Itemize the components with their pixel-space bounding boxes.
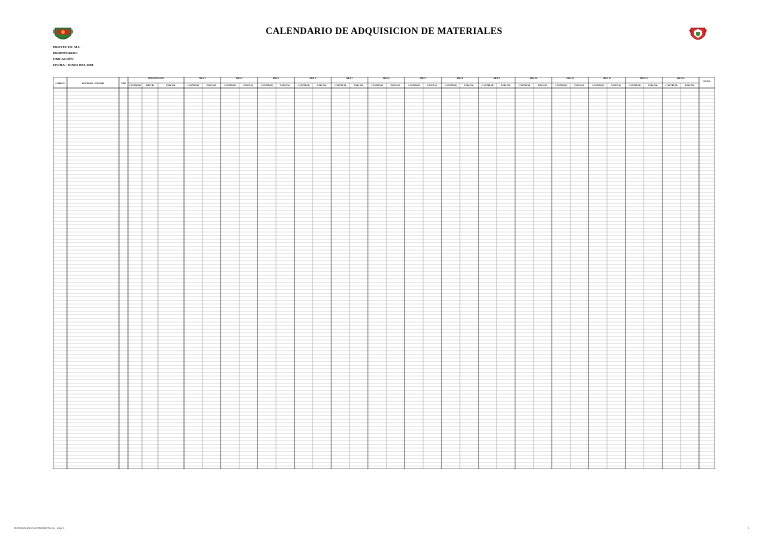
- meta-project: PROYECTO: M.I.: [53, 45, 81, 49]
- header-month-1-sub-2: PARCIAL: [206, 85, 217, 87]
- meta-location: UBICACIÓN:: [53, 57, 74, 61]
- header-month-7-sub-1: CANTIDAD: [408, 85, 420, 87]
- header-month-14-sub-2: PARCIAL: [684, 85, 695, 87]
- header-month-3-sub-1: CANTIDAD: [260, 85, 273, 87]
- table-grid: [53, 77, 715, 469]
- header-month-1: MES 1: [199, 78, 206, 80]
- header-month-12-sub-2: PARCIAL: [611, 85, 622, 87]
- header-month-2-sub-2: PARCIAL: [243, 85, 254, 87]
- header-month-4-sub-2: PARCIAL: [317, 85, 327, 87]
- header-total: TOTAL: [703, 81, 711, 83]
- header-material: MATERIAL / INSUMO: [81, 83, 105, 85]
- materials-schedule-table: [53, 77, 715, 469]
- header-budget-group: PRESUPUESTO: [148, 78, 164, 80]
- header-month-7: MES 7: [419, 78, 427, 80]
- header-month-14: MES 14: [676, 78, 685, 80]
- header-month-6-sub-2: PARCIAL: [390, 85, 401, 87]
- header-month-6-sub-1: CANTIDAD: [371, 85, 384, 87]
- header-codigo: CODIGO: [55, 83, 65, 85]
- header-month-10-sub-2: PARCIAL: [537, 85, 548, 87]
- header-month-3-sub-2: PARCIAL: [280, 85, 291, 87]
- header-month-12-sub-1: CANTIDAD: [591, 85, 604, 87]
- document-meta: [53, 44, 93, 68]
- header-unit: UND: [121, 83, 126, 85]
- footer-file-label: MATERIALES(2)-EXPEDIENTE.xls - Hoja 1: [14, 527, 65, 530]
- header-month-11-sub-2: PARCIAL: [574, 85, 585, 87]
- header-month-7-sub-2: PARCIAL: [427, 85, 438, 87]
- header-month-13-sub-1: CANTIDAD: [628, 85, 641, 87]
- header-month-5-sub-1: CANTIDAD: [334, 85, 347, 87]
- header-month-9: MES 9: [493, 78, 500, 80]
- header-month-9-sub-2: PARCIAL: [500, 85, 511, 87]
- header-month-6: MES 6: [383, 78, 390, 80]
- header-month-2: MES 2: [235, 78, 243, 80]
- header-month-13: MES 13: [640, 78, 648, 80]
- header-month-8-sub-1: CANTIDAD: [444, 85, 457, 87]
- header-month-10: MES 10: [529, 78, 538, 80]
- header-month-8: MES 8: [456, 78, 464, 80]
- header-month-5: MES 5: [346, 78, 353, 80]
- header-month-4: MES 4: [309, 78, 316, 80]
- header-month-13-sub-2: PARCIAL: [648, 85, 658, 87]
- meta-date: FECHA : JUNIO DEL 2008: [53, 63, 94, 67]
- header-month-12: MES 12: [603, 78, 611, 80]
- header-month-1-sub-1: CANTIDAD: [187, 85, 200, 87]
- header-month-11-sub-1: CANTIDAD: [555, 85, 567, 87]
- meta-owner: PROPIETARIO:: [53, 51, 78, 55]
- header-budget-qty: CANTIDAD: [129, 85, 141, 87]
- header-month-9-sub-1: CANTIDAD: [481, 85, 494, 87]
- header-month-3: MES 3: [272, 78, 280, 80]
- header-budget-price: PRECIO: [145, 85, 155, 87]
- header-month-5-sub-2: PARCIAL: [353, 85, 364, 87]
- header-budget-partial: PARCIAL: [166, 85, 176, 87]
- header-month-14-sub-1: CANTIDAD: [665, 85, 678, 87]
- footer-page-number: 1: [748, 527, 750, 530]
- header-month-8-sub-2: PARCIAL: [464, 85, 474, 87]
- document-title: CALENDARIO DE ADQUISICION DE MATERIALES: [265, 27, 503, 37]
- header-month-10-sub-1: CANTIDAD: [518, 85, 531, 87]
- header-month-2-sub-1: CANTIDAD: [224, 85, 236, 87]
- header-month-4-sub-1: CANTIDAD: [297, 85, 310, 87]
- header-month-11: MES 11: [566, 78, 574, 80]
